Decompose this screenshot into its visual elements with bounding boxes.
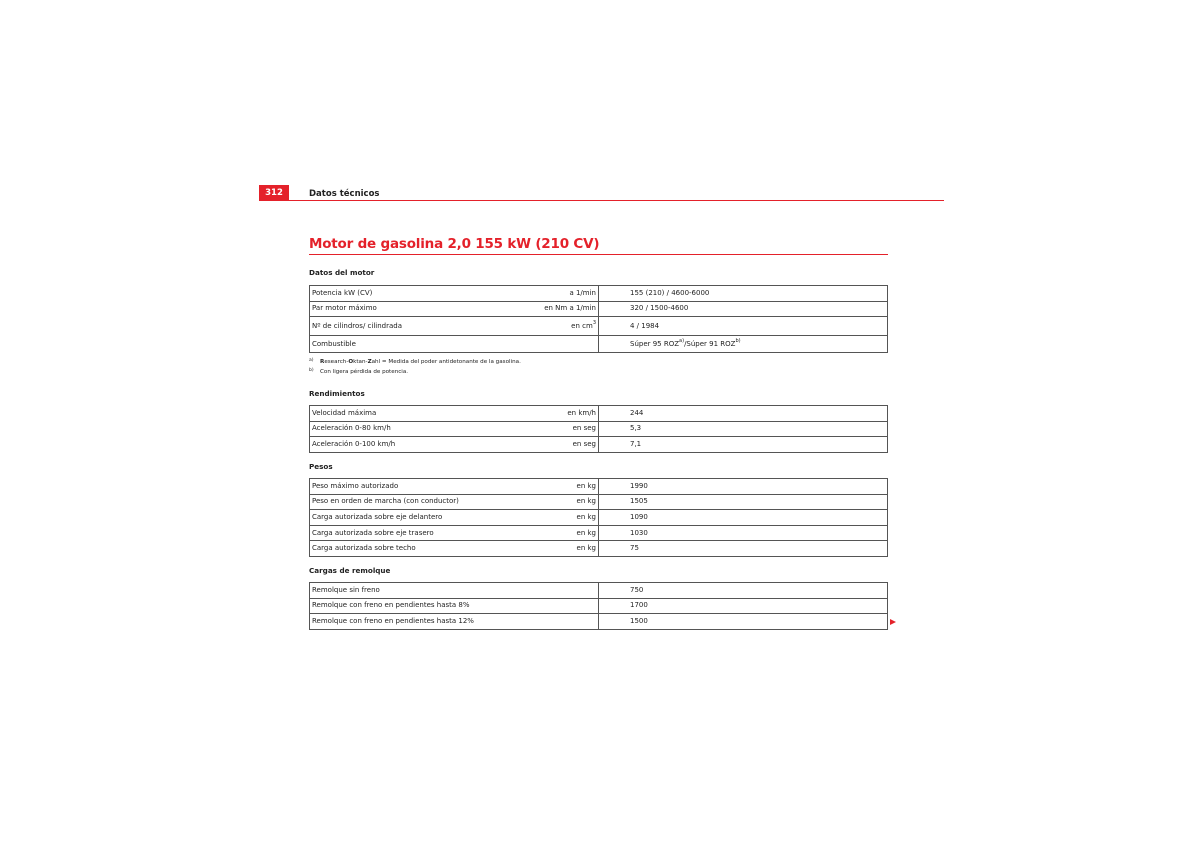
row-value: 1990 <box>599 479 888 495</box>
row-label: Peso en orden de marcha (con conductor) <box>310 494 510 510</box>
engine-heading: Datos del motor <box>309 268 375 277</box>
footnote-a: a) Research-Oktan-Zahl = Medida del poder antidetonante de la gasolina. <box>309 358 521 365</box>
row-unit: en kg <box>510 541 599 557</box>
row-value: 1700 <box>599 598 888 614</box>
row-label: Remolque con freno en pendientes hasta 12% <box>310 614 599 630</box>
row-value: 1090 <box>599 510 888 526</box>
table-row <box>310 317 888 336</box>
header-rule <box>259 200 944 201</box>
performance-heading: Rendimientos <box>309 389 365 398</box>
section-title: Datos técnicos <box>309 189 380 199</box>
row-unit: a 1/min <box>510 286 599 302</box>
page-title: Motor de gasolina 2,0 155 kW (210 CV) <box>309 236 600 252</box>
table-row <box>310 286 888 302</box>
row-label: Nº de cilindros/ cilindrada <box>310 317 510 336</box>
table-row <box>310 421 888 437</box>
weights-heading: Pesos <box>309 462 333 471</box>
table-row <box>310 614 888 630</box>
table-row <box>310 336 888 353</box>
row-value: Súper 95 ROZ$^{a)}$/Súper 91 ROZ$^{b)}$ <box>599 336 888 353</box>
row-label: Combustible <box>310 336 510 353</box>
row-label: Aceleración 0-80 km/h <box>310 421 510 437</box>
row-value: 4 / 1984 <box>599 317 888 336</box>
row-value: 320 / 1500-4600 <box>599 301 888 317</box>
row-value: 244 <box>599 406 888 422</box>
table-row <box>310 437 888 453</box>
row-label: Remolque con freno en pendientes hasta 8% <box>310 598 599 614</box>
performance-table <box>309 405 888 453</box>
table-row <box>310 510 888 526</box>
row-label: Par motor máximo <box>310 301 510 317</box>
row-value: 750 <box>599 583 888 599</box>
row-unit: en seg <box>510 421 599 437</box>
row-label: Aceleración 0-100 km/h <box>310 437 510 453</box>
table-row <box>310 583 888 599</box>
row-label: Carga autorizada sobre techo <box>310 541 510 557</box>
row-value: 5,3 <box>599 421 888 437</box>
continue-arrow-icon <box>890 619 896 625</box>
row-unit: en km/h <box>510 406 599 422</box>
row-value: 1500 <box>599 614 888 630</box>
weights-table <box>309 478 888 557</box>
table-row <box>310 479 888 495</box>
row-value: 75 <box>599 541 888 557</box>
engine-table <box>309 285 888 353</box>
table-row <box>310 301 888 317</box>
row-unit: en kg <box>510 525 599 541</box>
table-row <box>310 525 888 541</box>
title-rule <box>309 254 888 255</box>
row-value: 155 (210) / 4600-6000 <box>599 286 888 302</box>
row-unit: en kg <box>510 494 599 510</box>
row-unit: en kg <box>510 479 599 495</box>
row-value: 1030 <box>599 525 888 541</box>
trailer-table <box>309 582 888 630</box>
row-value: 7,1 <box>599 437 888 453</box>
row-unit: en Nm a 1/min <box>510 301 599 317</box>
table-row <box>310 494 888 510</box>
table-row <box>310 598 888 614</box>
row-label: Velocidad máxima <box>310 406 510 422</box>
trailer-heading: Cargas de remolque <box>309 566 391 575</box>
footnote-b: b) Con ligera pérdida de potencia. <box>309 368 409 375</box>
row-unit: en $cm^3$ <box>510 317 599 336</box>
row-label: Peso máximo autorizado <box>310 479 510 495</box>
page-number: 312 <box>259 185 289 201</box>
row-label: Carga autorizada sobre eje trasero <box>310 525 510 541</box>
row-label: Remolque sin freno <box>310 583 599 599</box>
row-value: 1505 <box>599 494 888 510</box>
row-label: Carga autorizada sobre eje delantero <box>310 510 510 526</box>
row-unit: en seg <box>510 437 599 453</box>
table-row <box>310 406 888 422</box>
table-row <box>310 541 888 557</box>
row-unit: en kg <box>510 510 599 526</box>
row-label: Potencia kW (CV) <box>310 286 510 302</box>
